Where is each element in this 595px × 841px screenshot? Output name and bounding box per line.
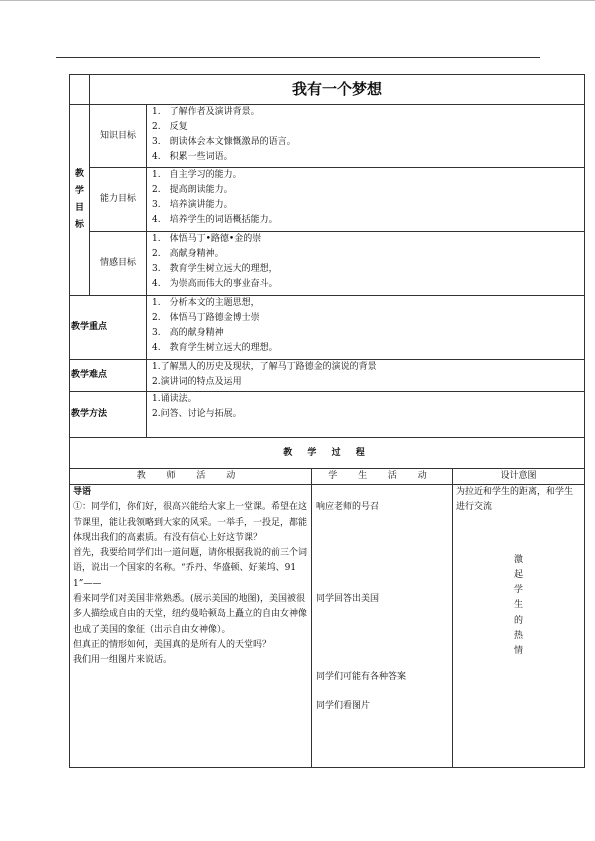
design-char: 热 — [513, 631, 523, 642]
list-item: 2. 提高朗读能力。 — [152, 185, 233, 195]
side-char: 目 — [74, 203, 84, 213]
student-column-header: 学 生 活 动 — [312, 469, 453, 485]
student-activity-cell — [312, 485, 453, 768]
ability-goal-label: 能力目标 — [90, 168, 147, 232]
student-response: 同学回答出美国 — [316, 594, 380, 605]
design-char: 学 — [513, 585, 523, 596]
objectives-side-label — [70, 105, 90, 296]
list-item: 2. 高献身精神。 — [152, 249, 224, 259]
key-points-list — [147, 296, 585, 360]
student-response: 同学们看图片 — [316, 700, 371, 711]
list-item: 4. 为崇高而伟大的事业奋斗。 — [152, 279, 278, 289]
key-points-label: 教学重点 — [70, 296, 147, 360]
design-char: 起 — [513, 569, 523, 580]
methods-list — [147, 392, 585, 438]
list-item: 4. 培养学生的词语概括能力。 — [152, 215, 278, 225]
difficulties-list — [147, 360, 585, 392]
emotion-goal-label: 情感目标 — [90, 232, 147, 296]
list-item: 1. 体悟马丁•路德•金的崇 — [152, 234, 262, 244]
list-item: 2.演讲词的特点及运用 — [152, 377, 242, 387]
lesson-plan-table — [69, 74, 585, 768]
teacher-paragraph: 但真正的情形如何，美国真的是所有人的天堂吗？ — [73, 639, 272, 650]
side-char: 学 — [74, 186, 84, 196]
page-title: 我有一个梦想 — [90, 75, 585, 105]
teacher-column-header: 教 师 活 动 — [70, 469, 312, 485]
list-item: 3. 朗读体会本文慷慨激昂的语言。 — [152, 137, 296, 147]
intro-heading: 导语 — [73, 487, 92, 497]
list-item: 1. 了解作者及演讲背景。 — [152, 107, 260, 117]
side-char: 标 — [74, 220, 84, 230]
teacher-paragraph: 我们用一组图片来说话。 — [73, 655, 173, 666]
teacher-paragraph: 看来同学们对美国非常熟悉。(展示美国的地图)，美国被很多人描绘成自由的天堂，纽约曼哈顿岛上矗立的自由女神像也成了美国的象征（出示自由女神像）。 — [73, 594, 308, 635]
knowledge-goal-list — [147, 105, 585, 168]
list-item: 1. 分析本文的主题思想， — [152, 298, 260, 308]
title-left-cell — [70, 75, 90, 105]
list-item: 3. 教育学生树立远大的理想， — [152, 264, 278, 274]
teacher-paragraph: ①：同学们，你们好，很高兴能给大家上一堂课。希望在这节课里，能让我领略到大家的风采。一举手，一投足，都能体现出我们的高素质。有没有信心上好这节课？ — [73, 502, 308, 543]
teacher-paragraph: 首先，我要给同学们出一道问题，请你根据我说的前三个词语，说出一个国家的名称。“乔丹、华盛顿、好莱坞、911”—— — [73, 548, 308, 589]
list-item: 2.问答、讨论与拓展。 — [152, 409, 242, 419]
teacher-activity-cell — [70, 485, 312, 768]
knowledge-goal-label: 知识目标 — [90, 105, 147, 168]
list-item: 4. 教育学生树立远大的理想。 — [152, 343, 278, 353]
design-vertical-text — [514, 553, 524, 660]
student-response: 响应老师的号召 — [316, 502, 380, 512]
list-item: 4. 积累一些词语。 — [152, 152, 233, 162]
side-char: 教 — [74, 169, 84, 179]
methods-label: 教学方法 — [70, 392, 147, 438]
design-column-header: 设计意图 — [453, 469, 585, 485]
difficulties-label: 教学难点 — [70, 360, 147, 392]
list-item: 3. 高的献身精神 — [152, 328, 224, 338]
design-char: 情 — [513, 646, 523, 657]
header-rule — [56, 57, 540, 58]
list-item: 2. 体悟马丁路德金博士崇 — [152, 313, 260, 323]
design-intent-cell — [453, 485, 585, 768]
process-heading: 教 学 过 程 — [70, 438, 585, 469]
list-item: 3. 培养演讲能力。 — [152, 200, 233, 210]
page-top-edge — [0, 0, 595, 1]
design-char: 的 — [513, 615, 523, 626]
list-item: 2. 反复 — [152, 122, 188, 132]
emotion-goal-list — [147, 232, 585, 296]
design-char: 激 — [513, 554, 523, 565]
list-item: 1.了解黑人的历史及现状，了解马丁路德金的演说的背景 — [152, 362, 377, 372]
design-char: 生 — [513, 600, 523, 611]
list-item: 1. 自主学习的能力。 — [152, 170, 242, 180]
list-item: 1.诵读法。 — [152, 394, 197, 404]
student-response: 同学们可能有各种答案 — [316, 671, 407, 682]
ability-goal-list — [147, 168, 585, 232]
design-intro: 为拉近和学生的距离，和学生进行交流 — [456, 487, 574, 513]
